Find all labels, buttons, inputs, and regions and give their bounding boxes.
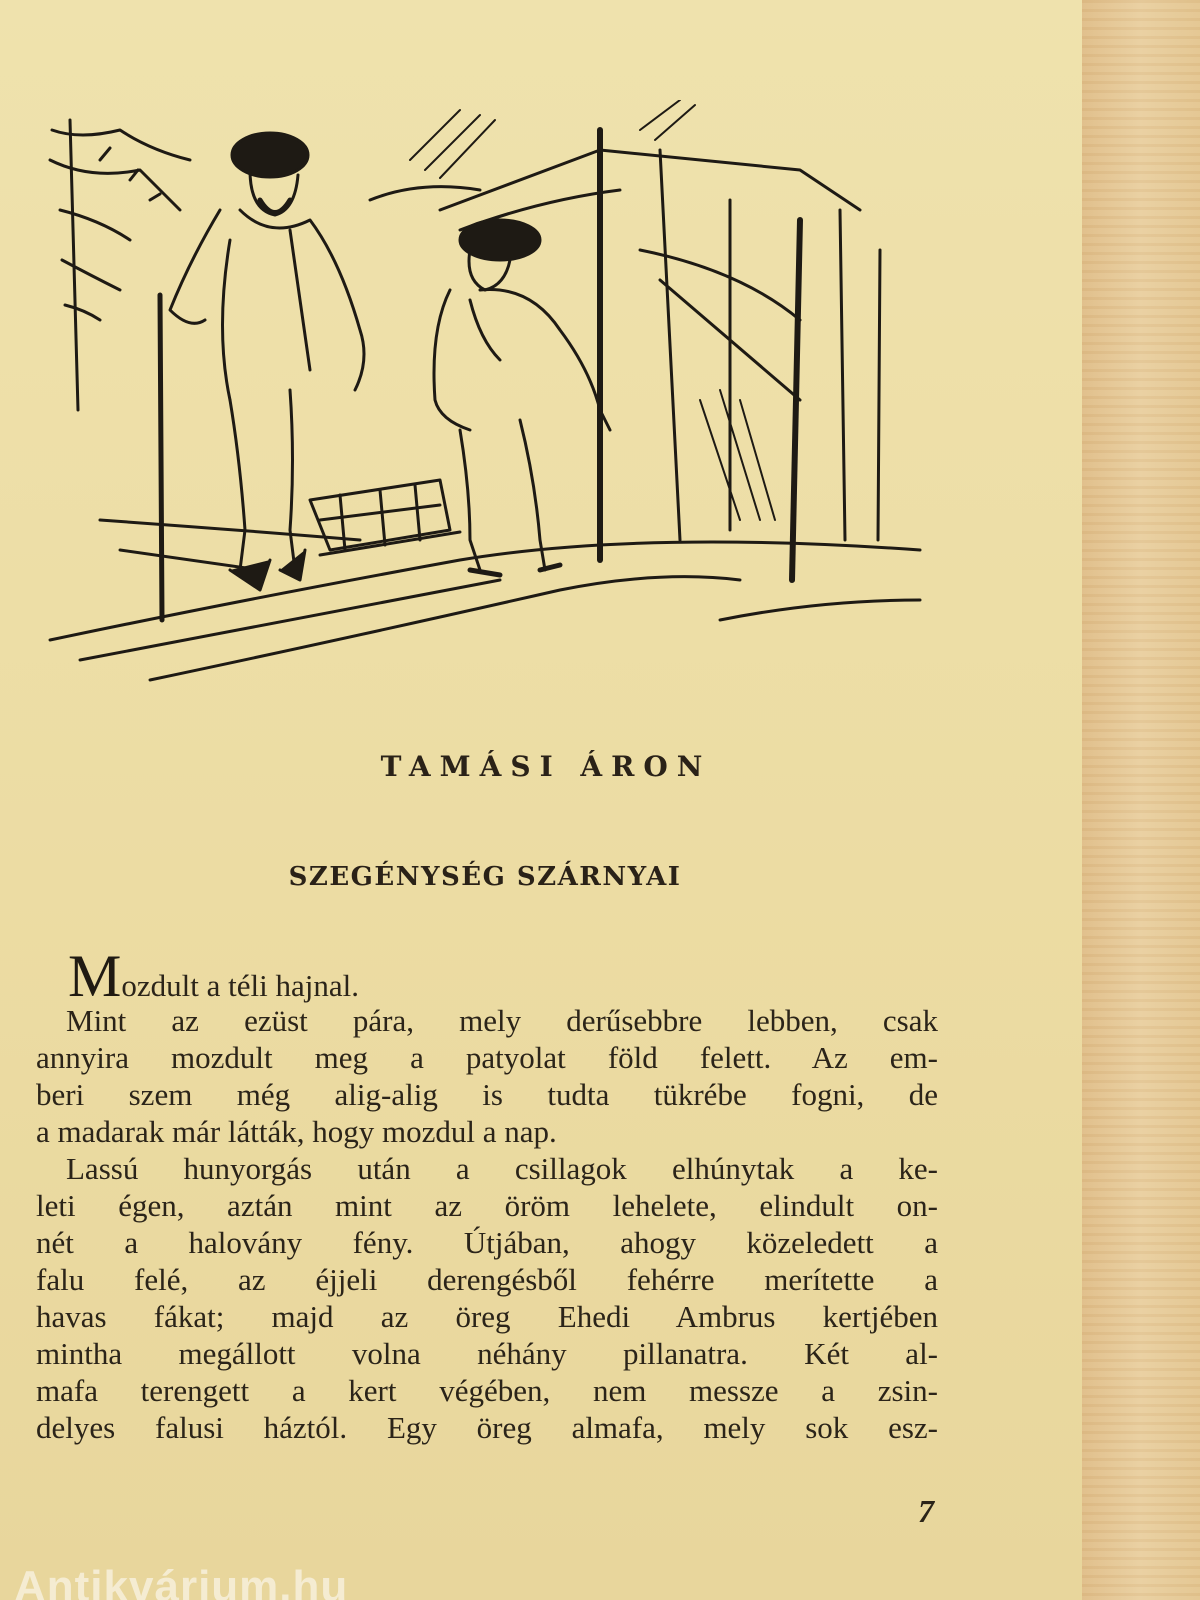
text-line: a madarak már látták, hogy mozdul a nap. [36,1114,557,1149]
text-line: Lassú hunyorgás után a csillagok elhúnytak a ke- [66,1151,938,1186]
old-man-figure [160,133,364,620]
text-line: beri szem még alig-alig is tudta tükrébe fogni, de [36,1077,938,1112]
snow-ground [50,520,920,680]
text-line: leti égen, aztán mint az öröm lehelete, elindult on- [36,1188,938,1223]
left-tree [50,120,190,410]
text-line: nét a halovány fény. Útjában, ahogy közeledett a [36,1225,938,1260]
first-line [36,943,938,1009]
text-line: falu felé, az éjjeli derengésből fehérre merítette a [36,1262,938,1297]
author-name: TAMÁSI ÁRON [380,750,712,783]
page-edge-stack [1082,0,1200,1600]
text-line: mintha megállott volna néhány pillanatra. Két al- [36,1336,938,1371]
boy-figure [434,220,610,575]
drop-cap: M [68,943,122,1009]
text-line: mafa terengett a kert végében, nem messze a zsin- [36,1373,938,1408]
text-line: havas fákat; majd az öreg Ehedi Ambrus kertjében [36,1299,938,1334]
text-line: annyira mozdult meg a patyolat föld felett. Az em- [36,1040,938,1075]
text-line: delyes falusi háztól. Egy öreg almafa, mely sok esz- [36,1410,938,1445]
body-text [36,943,938,1446]
sled [310,480,460,555]
text-line: Mint az ezüst pára, mely derűsebbre lebben, csak [66,1003,938,1038]
watermark: Antikvárium.hu [14,1562,349,1600]
ink-illustration-two-figures-in-snow [40,100,950,690]
chapter-title: SZEGÉNYSÉG SZÁRNYAI [288,862,682,892]
first-line-text: ozdult a téli hajnal. [121,968,359,1003]
page-number: 7 [918,1493,934,1529]
